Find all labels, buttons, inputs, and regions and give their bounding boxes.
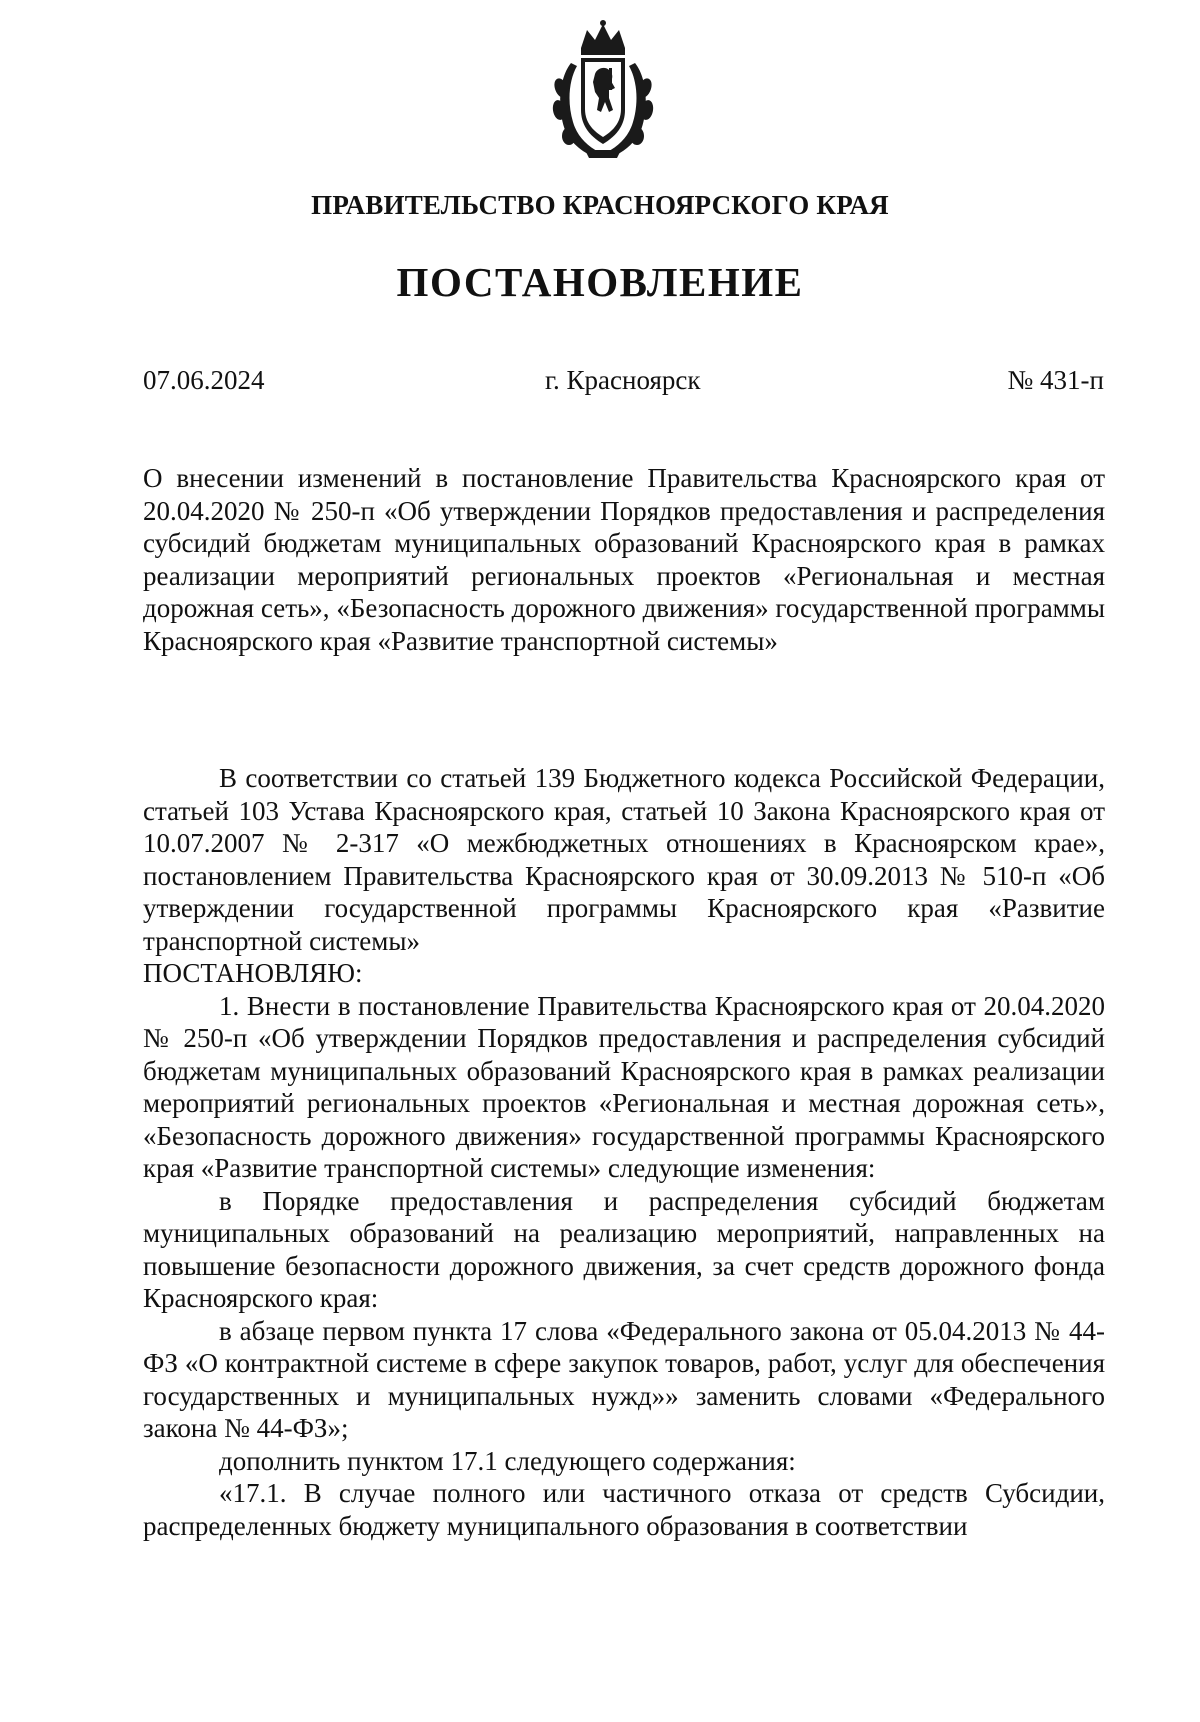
krasnoyarsk-coat-of-arms-icon — [551, 18, 655, 168]
text-17-1-paragraph: «17.1. В случае полного или частичного отказа от средств Субсидии, распределенных бюджету муниципального образования в соответствии — [143, 1478, 1105, 1541]
paragraph-17-change: в абзаце первом пункта 17 слова «Федерального закона от 05.04.2013 № 44-ФЗ «О контрактной системе в сфере закупок товаров, работ, услуг для обеспечения государственных и муниципальных нужд»» заменить словами «Федерального закона № 44-ФЗ»; — [143, 1315, 1105, 1443]
document-title-text: О внесении изменений в постановление Правительства Красноярского края от 20.04.2020 № 250-п «Об утверждении Порядков предоставления и распределения субсидий бюджетам муниципальных образований Красноярского края в рамках реализации мероприятий региональных проектов «Региональная и местная дорожная сеть», «Безопасность дорожного движения» государственной программы Красноярского края «Развитие транспортной системы» — [143, 463, 1105, 656]
document-date: 07.06.2024 — [143, 365, 265, 395]
document-type: ПОСТАНОВЛЕНИЕ — [396, 259, 804, 305]
organization-name: ПРАВИТЕЛЬСТВО КРАСНОЯРСКОГО КРАЯ — [311, 190, 889, 220]
decree-word: ПОСТАНОВЛЯЮ: — [143, 958, 363, 988]
preamble-paragraph: В соответствии со статьей 139 Бюджетного кодекса Российской Федерации, статьей 103 Устава Красноярского края, статьей 10 Закона Красноярского края от 10.07.2007 № 2-317 «О межбюджетных отношениях в Красноярском крае», постановлением Правительства Красноярского края от 30.09.2013 № 510-п «Об утверждении государственной программы Красноярского края «Развитие транспортной системы» — [143, 763, 1105, 956]
in-order-paragraph: в Порядке предоставления и распределения субсидий бюджетам муниципальных образований на реализацию мероприятий, направленных на повышение безопасности дорожного движения, за счет средств дорожного фонда Красноярского края: — [143, 1185, 1105, 1313]
document-city: г. Красноярск — [545, 365, 701, 395]
document-title — [143, 462, 1105, 657]
document-number: № 431-п — [1007, 365, 1104, 395]
document-body — [143, 762, 1105, 1542]
add-17-1-paragraph: дополнить пунктом 17.1 следующего содержания: — [219, 1445, 796, 1476]
item-1-paragraph: 1. Внести в постановление Правительства Красноярского края от 20.04.2020 № 250-п «Об утверждении Порядков предоставления и распределения субсидий бюджетам муниципальных образований Красноярского края в рамках реализации мероприятий региональных проектов «Региональная и местная дорожная сеть», «Безопасность дорожного движения» государственной программы Красноярского края «Развитие транспортной системы» следующие изменения: — [143, 990, 1105, 1183]
